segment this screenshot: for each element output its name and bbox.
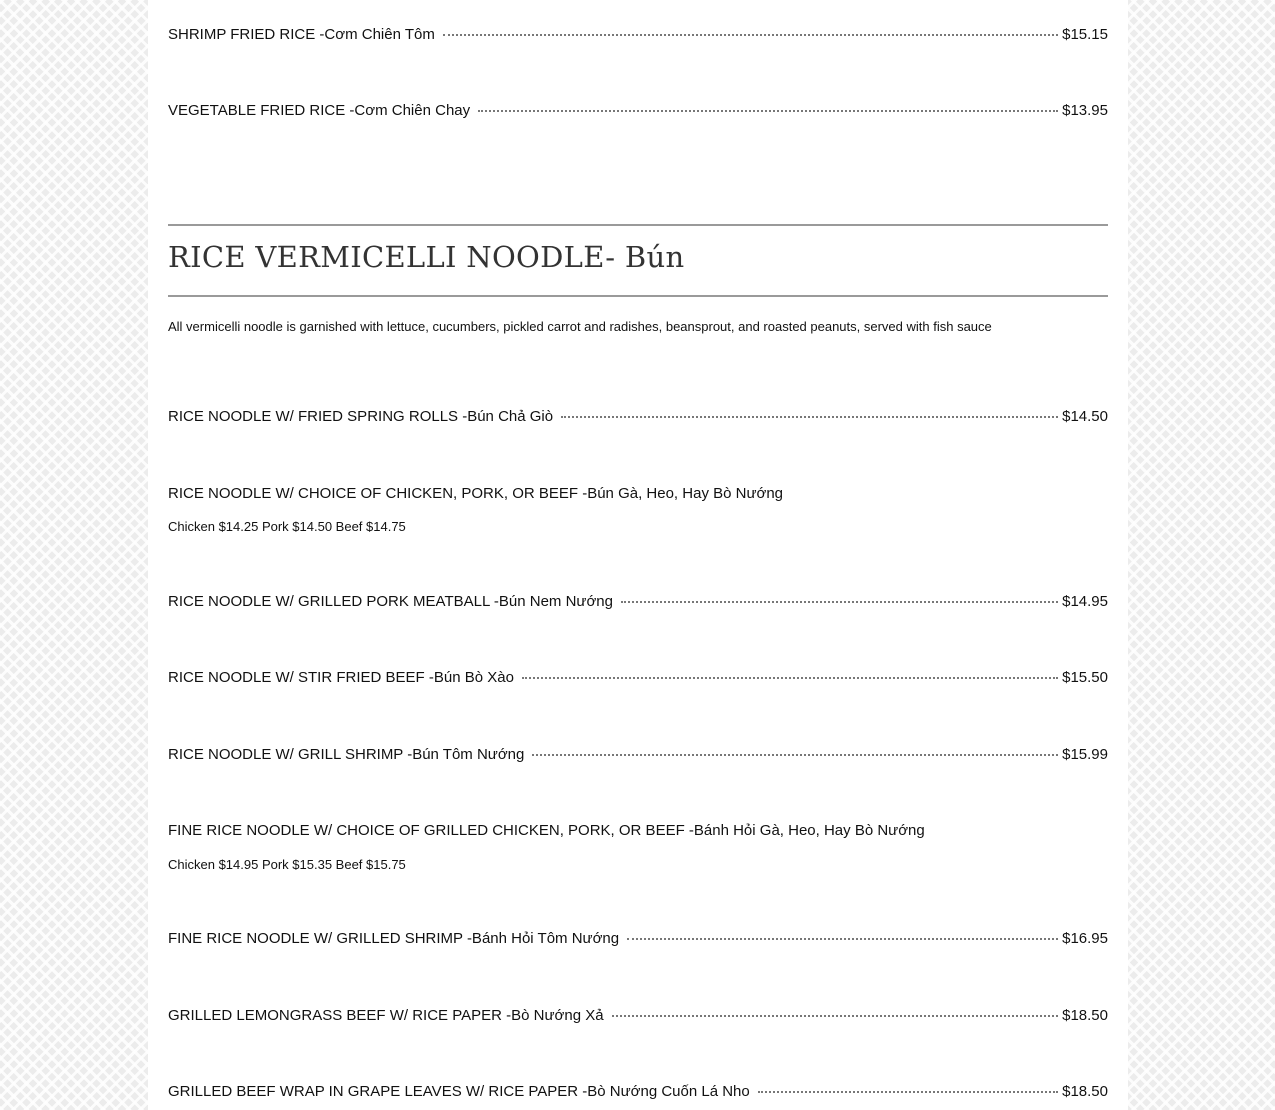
menu-item-fine-grilled-shrimp [168,929,1108,949]
section-title: RICE VERMICELLI NOODLE- Bún [168,240,685,274]
dot-leader [621,600,1058,603]
menu-item-shrimp-fried-rice [168,25,1108,45]
menu-item-name: GRILLED BEEF WRAP IN GRAPE LEAVES W/ RICE PAPER -Bò Nướng Cuốn Lá Nho [168,1083,750,1100]
section-bottom-rule [168,295,1108,297]
dot-leader [532,753,1058,756]
menu-item-name: SHRIMP FRIED RICE -Cơm Chiên Tôm [168,26,435,43]
menu-item-name: RICE NOODLE W/ GRILLED PORK MEATBALL -Bún Nem Nướng [168,593,613,610]
menu-item-choice-meat-name: RICE NOODLE W/ CHOICE OF CHICKEN, PORK, OR BEEF -Bún Gà, Heo, Hay Bò Nướng [168,485,784,502]
menu-item-price: $16.95 [1062,930,1108,947]
menu-item-fine-choice-meat-name: FINE RICE NOODLE W/ CHOICE OF GRILLED CHICKEN, PORK, OR BEEF -Bánh Hỏi Gà, Heo, Hay Bò Nướng [168,822,925,839]
menu-item-name: RICE NOODLE W/ STIR FRIED BEEF -Bún Bò Xào [168,669,514,686]
dot-leader [627,937,1058,940]
menu-item-name: FINE RICE NOODLE W/ GRILLED SHRIMP -Bánh Hỏi Tôm Nướng [168,930,620,947]
menu-item-choice-meat-options: Chicken $14.25 Pork $14.50 Beef $14.75 [168,519,406,534]
menu-item-vegetable-fried-rice [168,101,1108,121]
section-top-rule [168,224,1108,226]
menu-item-price: $15.99 [1062,746,1108,763]
menu-item-price: $15.15 [1062,26,1108,43]
dot-leader [478,109,1058,112]
dot-leader [612,1014,1059,1017]
menu-item-price: $18.50 [1062,1083,1108,1100]
dot-leader [758,1090,1058,1093]
menu-item-name: VEGETABLE FRIED RICE -Cơm Chiên Chay [168,102,471,119]
menu-item-fine-choice-meat-options: Chicken $14.95 Pork $15.35 Beef $15.75 [168,857,406,872]
menu-page [148,0,1128,1110]
menu-item-price: $13.95 [1062,102,1108,119]
menu-item-price: $18.50 [1062,1007,1108,1024]
dot-leader [561,415,1058,418]
dot-leader [522,676,1058,679]
menu-item-price: $15.50 [1062,669,1108,686]
menu-item-name: RICE NOODLE W/ GRILL SHRIMP -Bún Tôm Nướng [168,746,525,763]
menu-item-name: RICE NOODLE W/ FRIED SPRING ROLLS -Bún Chả Giò [168,408,554,425]
menu-item-lemongrass-beef [168,1006,1108,1026]
section-description: All vermicelli noodle is garnished with lettuce, cucumbers, pickled carrot and radishes, beansprout, and roasted peanuts, served with fish sauce [168,319,992,334]
dot-leader [443,33,1058,36]
menu-item-stir-fried-beef [168,668,1108,688]
menu-item-price: $14.95 [1062,593,1108,610]
menu-item-beef-grape-leaves [168,1082,1108,1102]
menu-item-grill-shrimp [168,745,1108,765]
menu-item-name: GRILLED LEMONGRASS BEEF W/ RICE PAPER -Bò Nướng Xả [168,1007,604,1024]
menu-item-price: $14.50 [1062,408,1108,425]
menu-item-spring-rolls [168,407,1108,427]
menu-item-pork-meatball [168,592,1108,612]
